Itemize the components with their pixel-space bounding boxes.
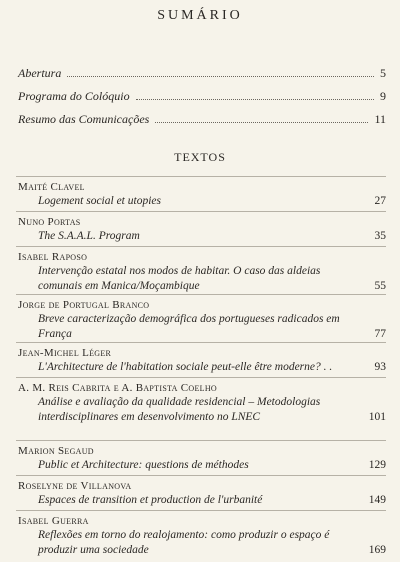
entry-title: Análise e avaliação da qualidade residencial – Metodologias interdisciplinares em desenvolvimento no LNEC (38, 396, 321, 423)
divider (16, 440, 386, 441)
entry-title-row (38, 194, 386, 209)
entry-author: A. M. Reis Cabrita e A. Baptista Coelho (18, 382, 217, 394)
front-matter-item-abertura[interactable] (18, 66, 386, 89)
entry-title: The S.A.A.L. Program (38, 230, 140, 242)
toc-entry[interactable] (18, 444, 386, 473)
entry-page: 129 (368, 459, 386, 471)
front-matter-label: Programa do Colóquio (18, 89, 130, 103)
entry-title: Intervenção estatal nos modos de habitar. O caso das aldeias comunais em Manica/Moçambique (38, 265, 321, 292)
front-matter-label: Abertura (18, 66, 62, 80)
entry-author: Marion Segaud (18, 445, 94, 457)
front-matter-item-programa[interactable] (18, 89, 386, 112)
toc-entry[interactable] (18, 514, 386, 557)
divider (16, 510, 386, 511)
entry-page: 77 (374, 327, 386, 340)
entry-page: 27 (374, 195, 386, 207)
front-matter-label: Resumo das Comunicações (18, 112, 150, 126)
entry-title-row (38, 493, 386, 508)
toc-entry[interactable] (18, 298, 386, 341)
entry-author: Isabel Guerra (18, 515, 89, 527)
entry-title-row (38, 312, 386, 341)
entry-title-row (38, 360, 386, 375)
entry-author: Maité Clavel (18, 181, 85, 193)
entry-page: 93 (374, 361, 386, 373)
divider (16, 246, 386, 247)
divider (16, 377, 386, 378)
leader-dots (136, 99, 374, 100)
entry-page: 169 (368, 543, 386, 556)
toc-entry[interactable] (18, 346, 386, 375)
entry-title: Breve caracterização demográfica dos portugueses radicados em França (38, 313, 340, 340)
entry-title: Public et Architecture: questions de méthodes (38, 459, 249, 471)
entry-title-row (38, 395, 386, 424)
entry-page: 35 (374, 230, 386, 242)
divider (16, 475, 386, 476)
entry-title: Logement social et utopies (38, 195, 161, 207)
section-title: TEXTOS (174, 150, 226, 164)
front-matter-item-resumo[interactable] (18, 112, 386, 135)
entry-title-row (38, 264, 386, 293)
entry-page: 55 (374, 279, 386, 292)
entry-title: Espaces de transition et production de l'urbanité (38, 494, 263, 506)
entry-author: Roselyne de Villanova (18, 480, 132, 492)
front-matter-page: 9 (380, 89, 386, 103)
divider (16, 211, 386, 212)
leader-dots (67, 76, 374, 77)
toc-entry[interactable] (18, 250, 386, 293)
divider (16, 176, 386, 177)
front-matter-page: 11 (374, 112, 386, 126)
toc-entry[interactable] (18, 479, 386, 508)
entry-title: Reflexões em torno do realojamento: como produzir o espaço é produzir uma sociedade (38, 529, 330, 556)
divider (16, 294, 386, 295)
entry-title-row (38, 458, 386, 473)
front-matter-page: 5 (380, 66, 386, 80)
entry-page: 101 (368, 410, 386, 423)
entry-author: Jorge de Portugal Branco (18, 299, 150, 311)
entry-title-row (38, 528, 386, 557)
entry-title: L'Architecture de l'habitation sociale peut-elle être moderne? . . (38, 361, 333, 373)
front-matter-list (18, 66, 386, 135)
entry-title-row (38, 229, 386, 244)
divider (16, 342, 386, 343)
entry-page: 149 (368, 494, 386, 506)
leader-dots (155, 122, 368, 123)
entry-author: Isabel Raposo (18, 251, 88, 263)
entry-author: Nuno Portas (18, 216, 81, 228)
page-title: SUMÁRIO (157, 8, 243, 23)
toc-entry[interactable] (18, 215, 386, 244)
toc-entry[interactable] (18, 180, 386, 209)
toc-entry[interactable] (18, 381, 386, 424)
entry-author: Jean-Michel Léger (18, 347, 112, 359)
